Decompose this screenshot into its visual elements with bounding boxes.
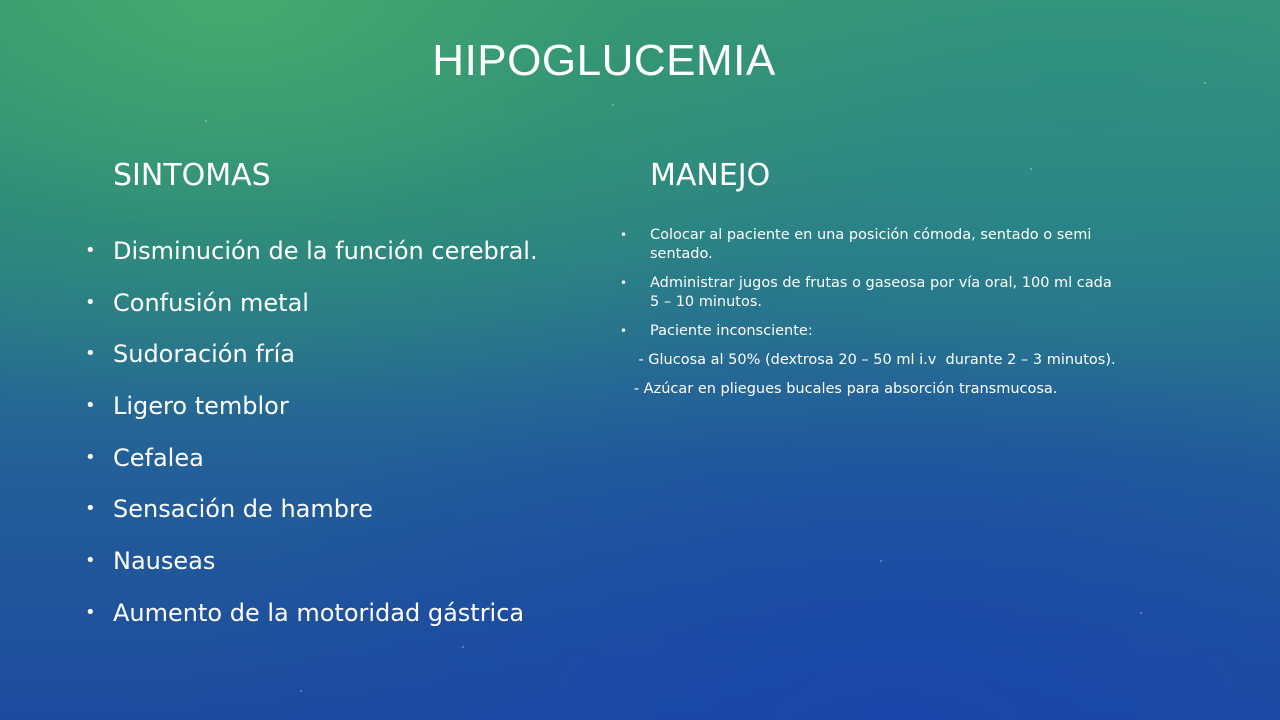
management-list (620, 226, 1120, 409)
list-item (85, 590, 625, 642)
slide-title: HIPOGLUCEMIA (432, 36, 776, 85)
background-speck (205, 120, 207, 122)
management-text: Paciente inconsciente: (650, 323, 813, 339)
bullet-icon: • (85, 240, 96, 261)
bullet-icon: • (620, 228, 628, 242)
bullet-icon: • (85, 343, 96, 365)
background-speck (1140, 612, 1142, 614)
symptom-text: Confusión metal (113, 288, 309, 317)
symptom-text: Disminución de la función cerebral. (113, 237, 538, 265)
list-item (85, 280, 625, 332)
background-speck (612, 104, 614, 106)
bullet-icon: • (620, 324, 628, 338)
management-subitem: - Glucosa al 50% (dextrosa 20 – 50 ml i.v durante 2 – 3 minutos). (620, 352, 1116, 368)
bullet-icon: • (85, 601, 96, 623)
background-speck (1030, 168, 1032, 170)
bullet-icon: • (85, 446, 96, 468)
management-text: Administrar jugos de frutas o gaseosa por vía oral, 100 ml cada 5 – 10 minutos. (650, 275, 1112, 310)
symptom-text: Cefalea (113, 443, 204, 472)
management-subitem: - Azúcar en pliegues bucales para absorción transmucosa. (620, 381, 1058, 397)
symptom-text: Sudoración fría (113, 340, 296, 369)
list-item (85, 228, 628, 280)
management-heading: MANEJO (650, 158, 771, 193)
bullet-icon: • (620, 276, 628, 290)
background-speck (462, 646, 464, 648)
list-item (85, 538, 625, 590)
symptom-text: Ligero temblor (113, 392, 289, 421)
bullet-icon: • (85, 291, 96, 313)
list-item (85, 486, 625, 538)
symptom-text: Nauseas (113, 547, 216, 576)
symptom-text: Sensación de hambre (113, 495, 374, 524)
list-item (620, 274, 1120, 312)
bullet-icon: • (85, 550, 96, 572)
list-item (85, 383, 625, 435)
symptoms-heading: SINTOMAS (113, 158, 271, 193)
list-item (85, 435, 625, 487)
list-item (620, 322, 1120, 341)
bullet-icon: • (85, 498, 96, 520)
background-speck (880, 560, 882, 562)
symptoms-list (85, 228, 628, 642)
symptom-text: Aumento de la motoridad gástrica (113, 598, 525, 627)
management-text: Colocar al paciente en una posición cómoda, sentado o semi sentado. (650, 227, 1092, 262)
background-speck (300, 690, 302, 692)
list-item (620, 226, 1120, 264)
bullet-icon: • (85, 395, 96, 417)
list-item (85, 331, 625, 383)
